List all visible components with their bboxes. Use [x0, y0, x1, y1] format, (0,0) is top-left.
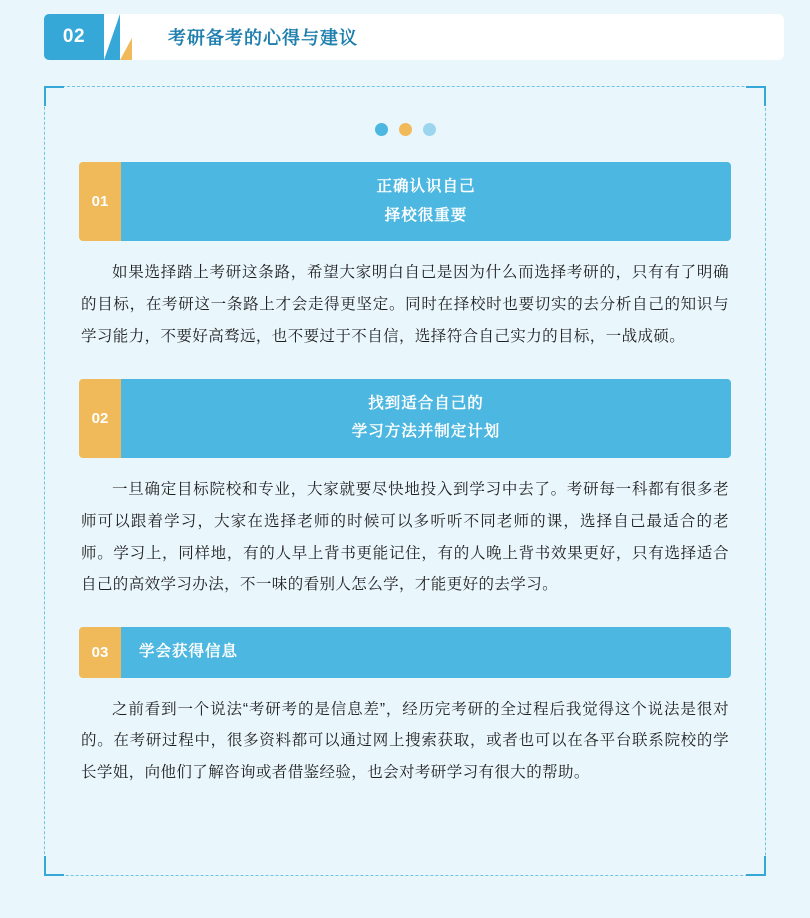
section-01-header — [79, 162, 731, 241]
frame-corner-top-left — [44, 86, 64, 106]
frame-corner-bottom-left — [44, 856, 64, 876]
section-01-title-line-1: 正确认识自己 — [376, 178, 476, 195]
content-frame — [44, 86, 766, 876]
page-title: 考研备考的心得与建议 — [168, 28, 358, 48]
section-02-body: 一旦确定目标院校和专业，大家就要尽快地投入到学习中去了。考研每一科都有很多老师可以跟着学习，大家在选择老师的时候可以多听听不同老师的课，选择自己最适合的老师。学习上，同样地，有的人早上背书更能记住，有的人晚上背书效果更好，只有选择适合自己的高效学习办法，不一味的看别人怎么学，才能更好的去学习。 — [81, 480, 729, 594]
section-03 — [79, 627, 731, 789]
section-01-title-line-2: 择校很重要 — [384, 206, 468, 224]
section-03-title-line-1: 学会获得信息 — [139, 643, 239, 661]
section-03-body: 之前看到一个说法“考研考的是信息差”，经历完考研的全过程后我觉得这个说法是很对的。在考研过程中，很多资料都可以通过网上搜索获取，或者也可以在各平台联系院校的学长学姐，向他们了解咨询或者借鉴经验，也会对考研学习有很大的帮助。 — [81, 700, 729, 782]
section-03-header — [79, 627, 731, 678]
section-01-number: 01 — [79, 162, 121, 241]
section-01 — [79, 162, 731, 353]
header-slash-blue-icon — [104, 14, 120, 60]
dot-blue-icon — [375, 123, 388, 136]
header-number-badge — [26, 14, 156, 60]
decorative-dots — [45, 87, 765, 136]
frame-corner-bottom-right — [746, 856, 766, 876]
section-02-title-line-1: 找到适合自己的 — [368, 394, 484, 412]
section-02 — [79, 379, 731, 601]
frame-corner-top-right — [746, 86, 766, 106]
section-02-title — [121, 379, 731, 458]
section-02-number: 02 — [79, 379, 121, 458]
section-03-title — [121, 627, 731, 678]
section-03-number: 03 — [79, 627, 121, 678]
page-header — [26, 14, 784, 60]
section-01-title — [121, 162, 731, 241]
section-02-header — [79, 379, 731, 458]
header-number: 02 — [44, 14, 104, 60]
header-slash-orange-icon — [120, 38, 132, 60]
section-02-title-line-2: 学习方法并制定计划 — [351, 423, 501, 441]
section-01-body: 如果选择踏上考研这条路，希望大家明白自己是因为什么而选择考研的，只有有了明确的目标，在考研这一条路上才会走得更坚定。同时在择校时也要切实的去分析自己的知识与学习能力，不要好高骛远，也不要过于不自信，选择符合自己实力的目标，一战成硕。 — [81, 264, 729, 345]
dot-light-blue-icon — [423, 123, 436, 136]
dot-orange-icon — [399, 123, 412, 136]
